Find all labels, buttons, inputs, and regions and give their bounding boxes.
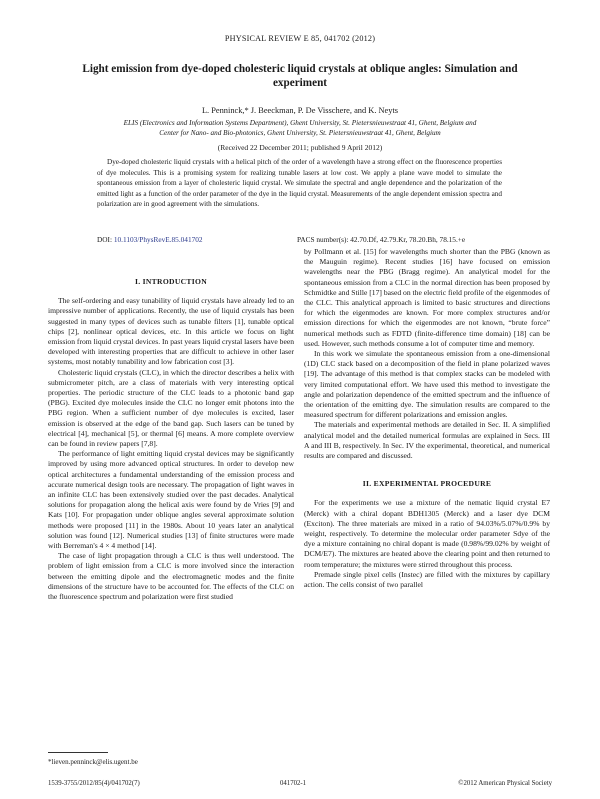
left-column bbox=[48, 265, 294, 602]
doi-link[interactable]: 10.1103/PhysRevE.85.041702 bbox=[113, 235, 203, 244]
paper-title: Light emission from dye-doped cholesteric liquid crystals at oblique angles: Simulation and experiment bbox=[82, 63, 518, 89]
paragraph: The performance of light emitting liquid crystal devices may be significantly improved by using more advanced optical structures. In order to develop new optical architectures a fundamental understanding of the emission process and accurate numerical design tools are necessary. The propagation of light waves in an infinite CLC has been extensively studied over the past decades. Analytical solutions for propagation along the helical axis were found by de Vries [9] and Kats [10]. For propagation under oblique angles several approximate solution methods were proposed [11] in the 1980s. About 10 years later an analytical solution was found [12]. Numerical studies [13] of finite structures were made with Berreman's 4 × 4 method [14]. bbox=[48, 449, 294, 551]
footer-issn: 1539-3755/2012/85(4)/041702(7) bbox=[48, 780, 140, 787]
affiliations bbox=[50, 118, 550, 138]
footer-copyright: ©2012 American Physical Society bbox=[458, 780, 552, 787]
footer-page-number: 041702-1 bbox=[280, 780, 307, 787]
section-heading-experimental: II. EXPERIMENTAL PROCEDURE bbox=[362, 479, 492, 489]
affiliation-line: ELIS (Electronics and Information Systems Department), Ghent University, St. Pietersnieuwstraat 41, Ghent, Belgium and bbox=[123, 119, 477, 127]
paragraph: For the experiments we use a mixture of the nematic liquid crystal E7 (Merck) with a chiral dopant BDH1305 (Merck) and a laser dye DCM (Exciton). The three materials are mixed in a ratio of 94.03%/5.07%/0.9% by weight, respectively. To determine the molecular order parameter Sdye of the dye a mixture containing no chiral dopant is made (0.98%/99.02% by weight of DCM/E7). The mixtures are heated above the clearing point and then returned to room temperature; the mixtures were stirred throughout this process. bbox=[304, 498, 550, 569]
affiliation-line: Center for Nano- and Bio-photonics, Ghent University, St. Pietersnieuwstraat 41, Ghent, Belgium bbox=[159, 129, 441, 137]
footnote-email: *lieven.penninck@elis.ugent.be bbox=[48, 758, 138, 766]
paragraph: The self-ordering and easy tunability of liquid crystals have already led to an impressive number of applications. Recently, the use of liquid crystals has been suggested in many types of devices such as tunable filters [1], tunable optical chips [2], nonlinear optical devices, etc. In this article we focus on light emission from liquid crystal devices. In past years liquid crystal lasers have been developed with interesting properties that are difficult to achieve in other laser systems, most notably tunability and low fabrication cost [3]. bbox=[48, 296, 294, 367]
paragraph: by Pollmann et al. [15] for wavelengths much shorter than the PBG (known as the Mauguin regime). Recent studies [16] have focused on emission wavelengths near the PBG (Bragg regime). An analytical model for the spontaneous emission from a CLC in the normal direction has been proposed by Schmidtke and Stille [17] based on the electric field profile of the eigenmodes of the CLC. This analytical approach is limited to basic structures and directions for which the eigenmodes are known. For more complex structures and/or emission directions for which the eigenmodes are not known, “brute force” numerical methods such as FDTD (finite-difference time domain) [18] can be used. However, such methods consume a lot of computer time and memory. bbox=[304, 247, 550, 348]
footnote-divider bbox=[48, 752, 108, 753]
doi bbox=[97, 235, 203, 244]
author-list: L. Penninck,* J. Beeckman, P. De Visschere, and K. Neyts bbox=[201, 106, 399, 115]
section-heading-introduction: I. INTRODUCTION bbox=[134, 277, 207, 286]
pacs-numbers: PACS number(s): 42.70.Df, 42.79.Kr, 78.20.Bh, 78.15.+e bbox=[297, 235, 466, 244]
paragraph: In this work we simulate the spontaneous emission from a one-dimensional (1D) CLC stack based on a decomposition of the field in plane polarized waves [19]. The advantage of this method is that complex stacks can be modeled with very limited computational effort. We have used this method to investigate the angle and polarization dependence of the emitted spectrum and the influence of the orientation of the emitting dye. The simulation results are compared to the measured spectrum for different polarizations and emission angles. bbox=[304, 349, 550, 420]
paragraph: The case of light propagation through a CLC is thus well understood. The problem of light emission from a CLC is more involved since the interaction between the emitting dipole and the electromagnetic modes and the finite dimensions of the structure have to be accounted for. The effects of the CLC on the fluorescence spectrum and polarization were first studied bbox=[48, 551, 294, 602]
abstract: Dye-doped cholesteric liquid crystals with a helical pitch of the order of a wavelength have a strong effect on the fluorescence properties of dye molecules. This is a promising system for realizing tunable lasers at low cost. We apply a plane wave model to simulate the spontaneous emission from a layer of cholesteric liquid crystal. We simulate the spectral and angle dependence and the polarization of the emitted light as a function of the order parameter of the dye in the liquid crystal. Measurements of the angle dependent emission spectra and polarization are in good agreement with the simulations. bbox=[97, 158, 502, 209]
doi-label: DOI: bbox=[97, 235, 112, 244]
paragraph: The materials and experimental methods are detailed in Sec. II. A simplified analytical model and the detailed numerical formulas are explained in Secs. III A and III B, respectively. In Sec. IV the experimental, theoretical, and numerical results are compared and discussed. bbox=[304, 420, 550, 461]
paragraph: Premade single pixel cells (Instec) are filled with the mixtures by capillary action. The cells consist of two parallel bbox=[304, 569, 550, 590]
received-dates: (Received 22 December 2011; published 9 April 2012) bbox=[217, 143, 383, 152]
paragraph: Cholesteric liquid crystals (CLC), in which the director describes a helix with submicrometer pitch, are a class of materials with very interesting optical properties. The periodic structure of the CLC leads to a photonic band gap (PBG). Excited dye molecules inside the CLC no longer emit photons into the PBG region. When a sufficient number of dye molecules is excited, laser emission is observed at the edge of the band gap. Such lasers can be tuned by electrical [4], mechanical [5], or thermal [6] means. A more complete overview can be found in review papers [7,8]. bbox=[48, 367, 294, 449]
right-column bbox=[304, 247, 550, 590]
journal-header: PHYSICAL REVIEW E 85, 041702 (2012) bbox=[224, 34, 376, 43]
